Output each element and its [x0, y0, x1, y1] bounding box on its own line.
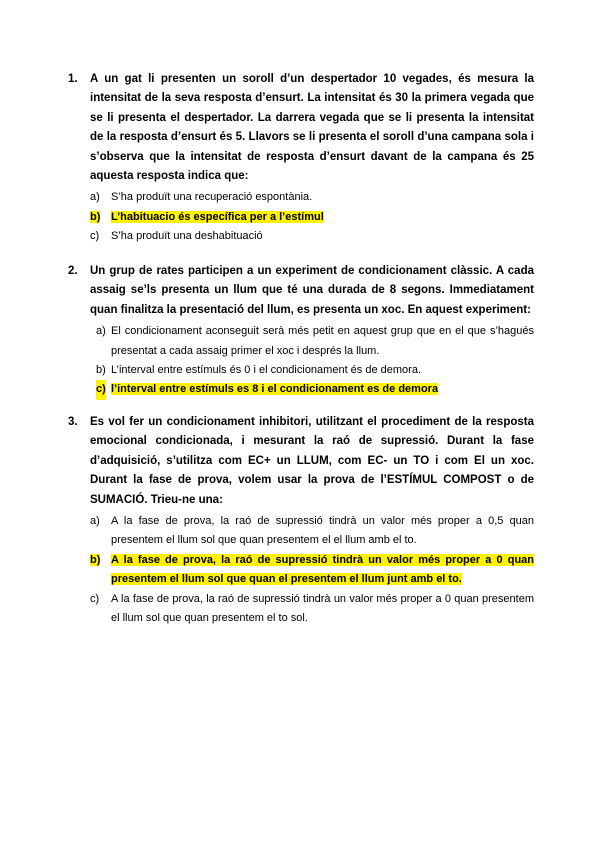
option-label: c) — [90, 230, 100, 243]
option-label: b) — [96, 364, 106, 377]
highlight-mark: A la fase de prova, la raó de supressió tindrà un valor més proper a 0 quan presentem el llum sol que quan el presentem el llum junt amb el to. — [111, 553, 534, 586]
question-3 — [68, 413, 534, 628]
option-b-highlighted — [68, 208, 534, 227]
option-text — [111, 208, 534, 227]
option-text: L’interval entre estímuls és 0 i el condicionament és de demora. — [111, 364, 421, 377]
option-b-highlighted — [68, 551, 534, 590]
question-number: 1. — [68, 73, 78, 85]
option-a — [68, 512, 534, 551]
option-label: c) — [90, 592, 100, 605]
option-a — [68, 188, 534, 207]
option-a — [68, 322, 534, 361]
option-label: c) — [96, 380, 106, 399]
option-label: a) — [90, 191, 100, 204]
options-list — [68, 188, 534, 246]
option-text: S’ha produït una deshabituació — [111, 230, 263, 243]
option-c — [68, 590, 534, 629]
question-1 — [68, 70, 534, 247]
option-label — [90, 208, 100, 227]
highlight-mark: b) — [90, 210, 101, 223]
question-number: 3. — [68, 416, 78, 428]
highlight-mark: L’habituacio és específica per a l’estímul — [111, 210, 324, 223]
option-label — [90, 551, 100, 570]
options-list — [68, 322, 534, 400]
option-text: A la fase de prova, la raó de supressió tindrà un valor més proper a 0,5 quan presentem el llum sol que quan presentem el el llum amb el to. — [111, 515, 534, 547]
option-text — [111, 380, 534, 399]
option-text — [111, 551, 534, 590]
option-label: a) — [96, 325, 106, 338]
option-b — [68, 361, 534, 380]
option-text: A la fase de prova, la raó de supressió tindrà un valor més proper a 0 quan presentem el llum sol que quan presentem el to sol. — [111, 592, 534, 625]
option-c-highlighted — [68, 380, 534, 399]
question-text: Un grup de rates participen a un experiment de condicionament clàssic. A cada assaig se’ls presenta un llum que té una durada de 8 segons. Immediatament quan finalitza la presentació del llum, es presenta un xoc. En aquest experiment: — [90, 265, 534, 316]
option-c — [68, 227, 534, 246]
question-2 — [68, 262, 534, 400]
question-text: Es vol fer un condicionament inhibitori, utilitzant el procediment de la resposta emocional condicionada, i mesurant la raó de supressió. Durant la fase d’adquisició, s’utilitza com EC+ un LLUM, com EC- un TO i com El un xoc. Durant la fase de prova, volem usar la prova de l’ESTÍMUL COMPOST o de SUMACIÓ. Trieu-ne una: — [90, 416, 534, 506]
question-number: 2. — [68, 265, 78, 277]
highlight-mark: b) — [90, 553, 101, 566]
question-text: A un gat li presenten un soroll d’un despertador 10 vegades, és mesura la intensitat de la seva resposta d’ensurt. La intensitat és 30 la primera vegada que se li presenta el despertador. La darrera vegada que se li presenta la intensitat de la resposta d’ensurt és 5. Llavors se li presenta el soroll d’una campana sola i s’observa que la intensitat de resposta d’ensurt davant de la campana és 25 aquesta resposta indica que: — [90, 73, 534, 183]
highlight-mark: l’interval entre estímuls es 8 i el condicionament es de demora — [111, 383, 439, 396]
options-list — [68, 512, 534, 628]
option-label: a) — [90, 515, 100, 528]
option-text: El condicionament aconseguit serà més petit en aquest grup que en el que s’hagués presentat a cada assaig primer el xoc i després la llum. — [111, 325, 534, 357]
option-text: S’ha produït una recuperació espontània. — [111, 191, 313, 204]
